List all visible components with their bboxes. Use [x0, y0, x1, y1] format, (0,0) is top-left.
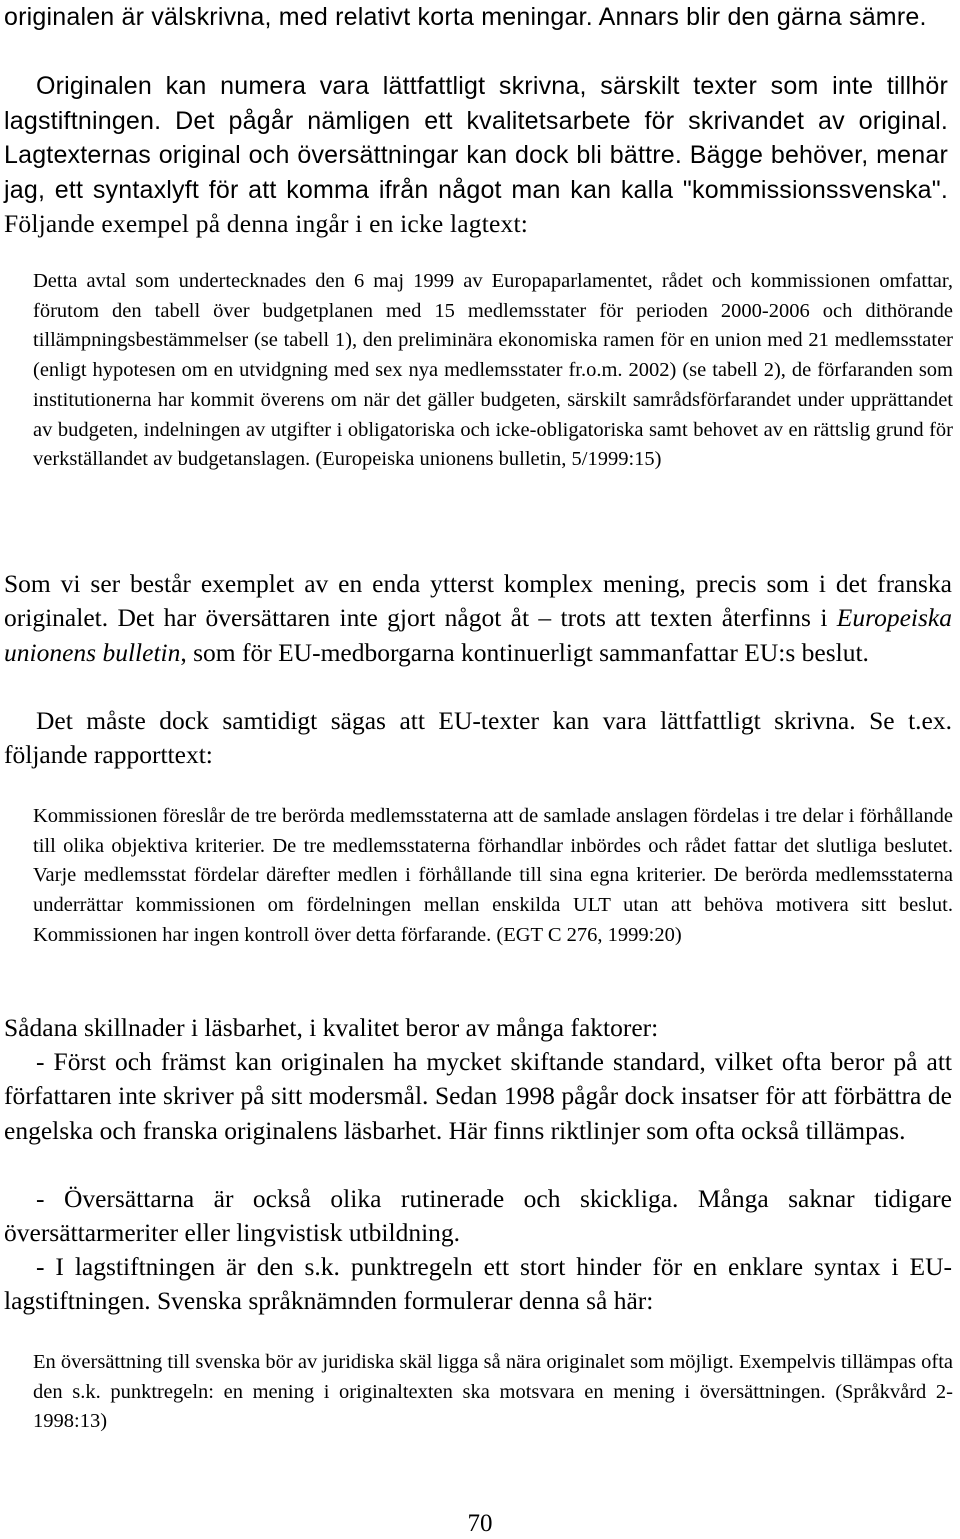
quote-eu-budget: Detta avtal som undertecknades den 6 maj 1999 av Europaparlamentet, rådet och kommissionen omfattar, förutom den tabell över budgetplanen med 15 medlemsstater för perioden 2000-2006 och dithörande tillämpningsbestämmelser (se tabell 1), den preliminära ekonomiska ramen för en union med 21 medlemsstater (enligt hypotesen om en utvidgning med sex nya medlemsstater fr.o.m. 2002) (se tabell 2), de förfaranden som institutionerna har kommit överens om när det gäller budgeten, särskilt samrådsförfarandet under upprättandet av budgeten, indelningen av utgifter i obligatoriska och icke-obligatoriska samt behovet av en rättslig grund för verkställandet av budgetanslagen. (Europeiska unionens bulletin, 5/1999:15)	[33, 270, 953, 471]
intro-paragraph-1: originalen är välskrivna, med relativt korta meningar. Annars blir den gärna sämre.	[4, 3, 927, 31]
page-number: 70	[467, 1510, 493, 1537]
factor-point-rule: - I lagstiftningen är den s.k. punktregeln ett stort hinder för en enklare syntax i EU-lagstiftningen. Svenska språknämnden formulerar denna så här:	[4, 1252, 952, 1316]
commentary-text-before: Som vi ser består exemplet av en enda ytterst komplex mening, precis som i det franska originalet. Det har översättaren inte gjort något åt – trots att texten återfinns i	[4, 569, 952, 633]
commentary-paragraph	[4, 567, 952, 670]
quote-sprakvard: En översättning till svenska bör av juridiska skäl ligga så nära originalet som möjligt. Exempelvis tillämpas ofta den s.k. punktregeln: en mening i originaltexten ska motsvara en mening i översättningen. (Språkvård 2-1998:13)	[33, 1351, 953, 1433]
factor-originals: - Först och främst kan originalen ha mycket skiftande standard, vilket ofta beror på att författaren inte skriver på sitt modersmål. Sedan 1998 pågår dock insatser för att förbättra de engelska och franska originalens läsbarhet. Här finns riktlinjer som ofta också tillämpas.	[4, 1047, 952, 1145]
intro-paragraph-2	[4, 69, 948, 242]
intro-paragraph-2-sans: Originalen kan numera vara lättfattligt skrivna, särskilt texter som inte tillhör lagstiftningen. Det pågår nämligen ett kvalitetsarbete för skrivandet av original. Lagtexternas original och översättningar kan dock bli bättre. Bägge behöver, menar jag, ett syntaxlyft för att komma ifrån något man kan kalla "kommissionssvenska".	[4, 72, 948, 204]
commentary-text-after: , som för EU-medborgarna kontinuerligt sammanfattar EU:s beslut.	[180, 637, 869, 667]
intro-paragraph-2-tail: Följande exempel på denna ingår i en icke lagtext:	[4, 209, 529, 238]
factors-lead: Sådana skillnader i läsbarhet, i kvalitet beror av många faktorer:	[4, 1013, 659, 1042]
quote-commission-report: Kommissionen föreslår de tre berörda medlemsstaterna att de samlade anslagen fördelas i tre delar i förhållande till olika objektiva kriterier. De tre medlemsstaterna förhandlar inbördes och rådet fattar det slutliga beslutet. Varje medlemsstat fördelar därefter medlen i förhållande till sina egna kriterier. De berörda medlemsstaterna underrättar kommissionen om fördelningen mellan enskilda ULT utan att behöva motivera sitt beslut. Kommissionen har ingen kontroll över detta förfarande. (EGT C 276, 1999:20)	[33, 805, 953, 946]
bulletin-title: Europeiska unionens bulletin	[4, 603, 952, 667]
readable-eu-texts-paragraph: Det måste dock samtidigt sägas att EU-texter kan vara lättfattligt skrivna. Se t.ex. följande rapporttext:	[4, 706, 952, 770]
factor-translators: - Översättarna är också olika rutinerade och skickliga. Många saknar tidigare översättarmeriter eller lingvistisk utbildning.	[4, 1184, 952, 1248]
